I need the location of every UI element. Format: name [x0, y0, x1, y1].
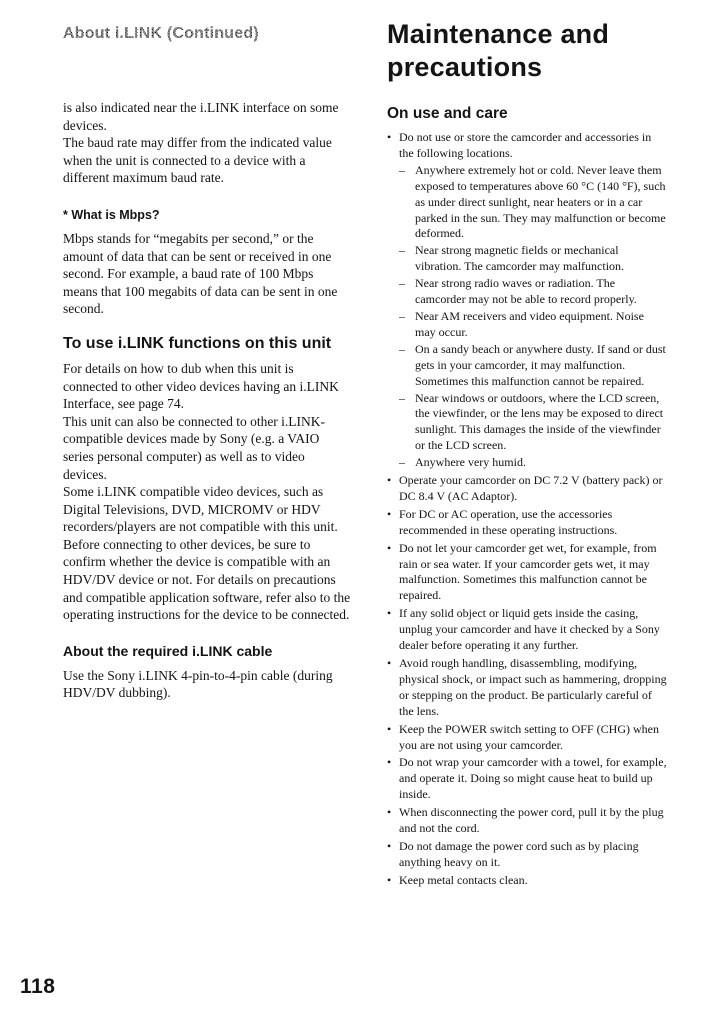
dash-icon: –: [399, 341, 405, 356]
list-item-text: Do not wrap your camcorder with a towel, for example, and operate it. Doing so might cause heat to build up inside.: [399, 755, 667, 802]
paragraph-line: This unit can also be connected to other i.LINK-compatible devices made by Sony (e.g. a VAIO series personal computer) as well as to video devices.: [63, 413, 326, 482]
list-item-text: Avoid rough handling, disassembling, modifying, physical shock, or impact such as hammering, dropping or stepping on the product. Be particularly careful of the lens.: [399, 656, 667, 718]
sub-list-item: [387, 455, 667, 471]
bullet-icon: •: [387, 721, 392, 736]
sub-list-item: [387, 342, 667, 390]
sub-item-text: On a sandy beach or anywhere dusty. If sand or dust gets in your camcorder, it may malfunction. Sometimes this malfunction cannot be repaired.: [415, 341, 666, 388]
list-item: [387, 755, 667, 803]
left-column: [63, 24, 351, 702]
bullet-icon: •: [387, 872, 392, 887]
sub-item-text: Near strong magnetic fields or mechanical vibration. The camcorder may malfunction.: [415, 243, 625, 274]
list-item-text: When disconnecting the power cord, pull it by the plug and not the cord.: [399, 805, 664, 836]
continued-section-heading: About i.LINK (Continued): [63, 24, 351, 44]
list-item: [387, 541, 667, 605]
bullet-icon: •: [387, 606, 392, 621]
dash-icon: –: [399, 162, 405, 177]
dash-icon: –: [399, 276, 405, 291]
bullet-icon: •: [387, 805, 392, 820]
paragraph-line: The baud rate may differ from the indicated value when the unit is connected to a device with a different maximum baud rate.: [63, 135, 332, 186]
bullet-icon: •: [387, 755, 392, 770]
bullet-icon: •: [387, 473, 392, 488]
dash-icon: –: [399, 308, 405, 323]
mbps-subheading: * What is Mbps?: [63, 207, 160, 222]
list-item-text: Do not damage the power cord such as by placing anything heavy on it.: [399, 838, 639, 869]
list-item-text: Do not let your camcorder get wet, for example, from rain or sea water. If your camcorder gets wet, it may malfunction. Sometimes this malfunction cannot be repaired.: [399, 540, 657, 603]
paragraph-line: Use the Sony i.LINK 4-pin-to-4-pin cable (during HDV/DV dubbing).: [63, 667, 333, 701]
list-item-text: Do not use or store the camcorder and accessories in the following locations.: [399, 130, 652, 160]
use-functions-paragraph: [63, 360, 351, 624]
sub-item-text: Near windows or outdoors, where the LCD screen, the viewfinder, or the lens may be exposed to direct sunlight. This damages the inside of the viewfinder or the LCD screen.: [415, 390, 664, 453]
list-item: [387, 606, 667, 654]
list-item-text: Keep metal contacts clean.: [399, 872, 528, 887]
sub-item-text: Anywhere very humid.: [415, 455, 526, 470]
bullet-icon: •: [387, 656, 392, 670]
sub-list-item: [387, 309, 667, 341]
list-item-text: Operate your camcorder on DC 7.2 V (battery pack) or DC 8.4 V (AC Adaptor).: [399, 473, 663, 503]
list-item-text: Keep the POWER switch setting to OFF (CHG) when you are not using your camcorder.: [399, 721, 659, 752]
sub-list-item: [387, 243, 667, 275]
list-item: [387, 805, 667, 837]
sub-list-item: [387, 276, 667, 308]
cable-paragraph: [63, 667, 351, 702]
sub-item-text: Anywhere extremely hot or cold. Never leave them exposed to temperatures above 60 °C (140 °F), such as under direct sunlight, near heaters or in a car parked in the sun. They may malfunction or become deformed.: [415, 162, 666, 241]
use-functions-heading: To use i.LINK functions on this unit: [63, 334, 332, 352]
page-number: 118: [20, 975, 56, 998]
right-column: [387, 18, 667, 889]
dash-icon: –: [399, 455, 405, 470]
mbps-paragraph: [63, 230, 351, 318]
list-item: [387, 130, 667, 162]
list-item: [387, 656, 667, 720]
paragraph-line: Mbps stands for “megabits per second,” or the amount of data that can be sent or received in one second. For example, a baud rate of 100 Mbps means that 100 megabits of data can be sent in one second.: [63, 230, 338, 317]
list-item-text: If any solid object or liquid gets inside the casing, unplug your camcorder and have it checked by a Sony dealer before operating it any further.: [399, 606, 660, 653]
dash-icon: –: [399, 243, 405, 258]
bullet-icon: •: [387, 130, 392, 144]
paragraph-line: is also indicated near the i.LINK interface on some devices.: [63, 100, 339, 133]
list-item: [387, 473, 667, 505]
paragraph-line: Some i.LINK compatible video devices, such as Digital Televisions, DVD, MICROMV or HDV recorders/players are not compatible with this unit. Before connecting to other devices, be sure to confirm whether the device is compatible with an HDV/DV device or not. For details on precautions and compatible application software, refer also to the operating instructions for the device to be connected.: [63, 484, 351, 623]
list-item: [387, 722, 667, 754]
bullet-icon: •: [387, 506, 392, 521]
bullet-icon: •: [387, 540, 392, 555]
list-item: [387, 873, 667, 889]
sub-item-text: Near AM receivers and video equipment. Noise may occur.: [415, 308, 644, 339]
intro-paragraph: [63, 99, 351, 187]
care-section-heading: On use and care: [387, 105, 508, 122]
sub-item-text: Near strong radio waves or radiation. The camcorder may not be able to record properly.: [415, 276, 637, 307]
bullet-icon: •: [387, 838, 392, 853]
sub-list-item: [387, 391, 667, 455]
list-item-text: For DC or AC operation, use the accessories recommended in these operating instructions.: [399, 506, 618, 537]
care-bullet-list: [387, 130, 667, 889]
list-item: [387, 839, 667, 871]
cable-heading: About the required i.LINK cable: [63, 642, 273, 659]
sub-list-item: [387, 163, 667, 243]
chapter-title: Maintenance and precautions: [387, 19, 610, 82]
paragraph-line: For details on how to dub when this unit is connected to other video devices having an i.LINK Interface, see page 74.: [63, 360, 339, 412]
list-item: [387, 507, 667, 539]
dash-icon: –: [399, 390, 405, 405]
